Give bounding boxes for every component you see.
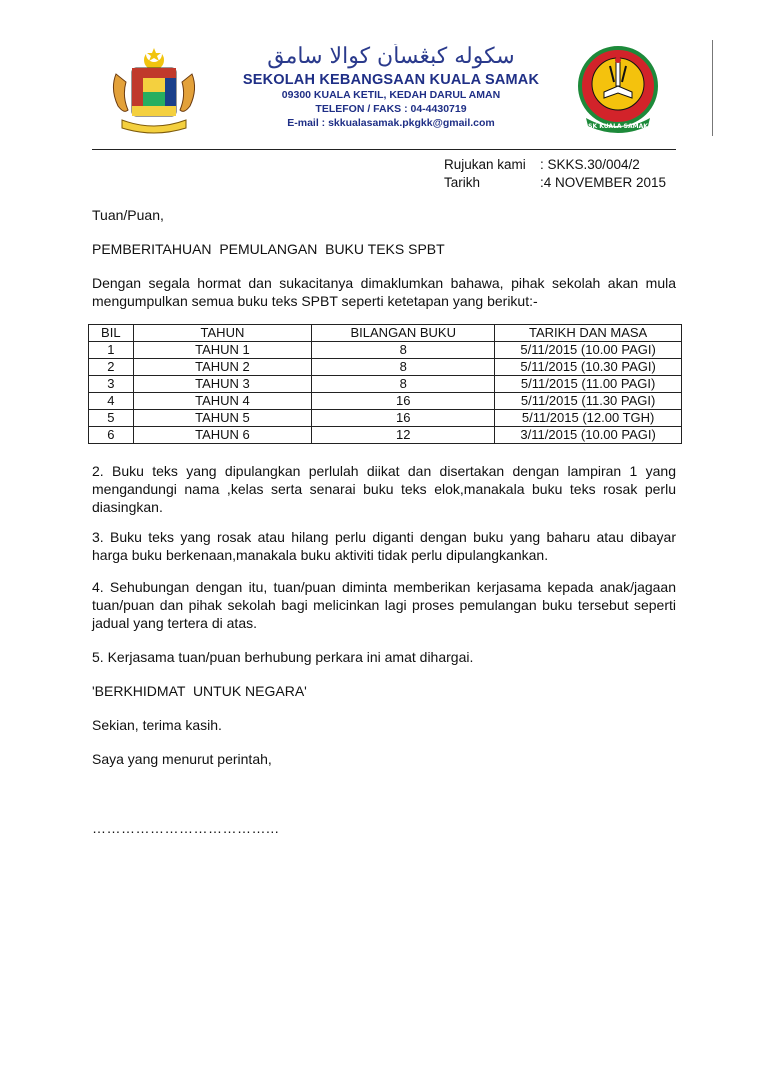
school-email: E-mail : skkualasamak.pkgkk@gmail.com <box>287 117 495 129</box>
table-row <box>89 427 682 444</box>
signature-line: ………………………………... <box>92 820 280 836</box>
page-edge-line <box>712 40 713 136</box>
letterhead-text-block <box>238 44 544 130</box>
table-cell: TAHUN 4 <box>133 393 312 410</box>
coat-of-arms-logo <box>108 44 200 136</box>
table-cell: 5/11/2015 (11.00 PAGI) <box>495 376 682 393</box>
column-header: TAHUN <box>133 325 312 342</box>
table-cell: TAHUN 3 <box>133 376 312 393</box>
table-row <box>89 393 682 410</box>
table-row <box>89 376 682 393</box>
table-cell: 5/11/2015 (10.00 PAGI) <box>495 342 682 359</box>
table-cell: 8 <box>312 376 495 393</box>
closing-line: Sekian, terima kasih. <box>92 717 222 733</box>
date-label: Tarikh <box>444 175 481 190</box>
order-line: Saya yang menurut perintah, <box>92 751 272 767</box>
table-cell: 5/11/2015 (10.30 PAGI) <box>495 359 682 376</box>
school-address: 09300 KUALA KETIL, KEDAH DARUL AMAN <box>281 89 501 101</box>
table-row <box>89 342 682 359</box>
salutation: Tuan/Puan, <box>92 207 164 223</box>
paragraph-3: 3. Buku teks yang rosak atau hilang perlu diganti dengan buku yang baharu atau dibayar harga buku berkenaan,manakala buku aktiviti tidak perlu dipulangkankan. <box>92 529 676 563</box>
letter-subject: PEMBERITAHUAN PEMULANGAN BUKU TEKS SPBT <box>92 241 445 257</box>
table-row <box>89 410 682 427</box>
column-header: TARIKH DAN MASA <box>495 325 682 342</box>
paragraph-2: 2. Buku teks yang dipulangkan perlulah diikat dan disertakan dengan lampiran 1 yang mengandungi nama ,kelas serta senarai buku teks elok,manakala buku teks rosak perlu diasingkan. <box>92 463 676 515</box>
table-cell: 5/11/2015 (11.30 PAGI) <box>495 393 682 410</box>
table-cell: TAHUN 2 <box>133 359 312 376</box>
date-row <box>444 174 666 192</box>
reference-row <box>444 156 666 174</box>
badge-caption: SK KUALA SAMAK <box>588 123 648 130</box>
table-cell: TAHUN 1 <box>133 342 312 359</box>
reference-block <box>444 156 666 192</box>
table-cell: TAHUN 5 <box>133 410 312 427</box>
return-schedule-table <box>88 324 682 444</box>
table-cell: 2 <box>89 359 134 376</box>
table-row <box>89 359 682 376</box>
paragraph-4: 4. Sehubungan dengan itu, tuan/puan diminta memberikan kerjasama kepada anak/jagaan tuan/puan dan pihak sekolah bagi melicinkan lagi proses pemulangan buku tersebut seperti jadual yang tertera di atas. <box>92 579 676 631</box>
table-cell: 8 <box>312 359 495 376</box>
table-cell: 3/11/2015 (10.00 PAGI) <box>495 427 682 444</box>
table-cell: 5/11/2015 (12.00 TGH) <box>495 410 682 427</box>
intro-paragraph: Dengan segala hormat dan sukacitanya dimaklumkan bahawa, pihak sekolah akan mula mengumpulkan semua buku teks SPBT seperti ketetapan yang berikut:- <box>92 275 676 309</box>
table-cell: 12 <box>312 427 495 444</box>
paragraph-5: 5. Kerjasama tuan/puan berhubung perkara ini amat dihargai. <box>92 649 474 665</box>
table-cell: 1 <box>89 342 134 359</box>
school-phone: TELEFON / FAKS : 04-4430719 <box>315 103 467 115</box>
reference-label: Rujukan kami <box>444 157 526 172</box>
jawi-school-name: سكوله كبڠسأن كوالا سامق <box>267 44 515 69</box>
school-badge-logo <box>570 40 666 136</box>
table-cell: 6 <box>89 427 134 444</box>
table-cell: 16 <box>312 410 495 427</box>
date-value: :4 NOVEMBER 2015 <box>540 175 667 190</box>
column-header: BILANGAN BUKU <box>312 325 495 342</box>
reference-value: : SKKS.30/004/2 <box>540 157 640 172</box>
motto: 'BERKHIDMAT UNTUK NEGARA' <box>92 683 307 699</box>
table-header-row <box>89 325 682 342</box>
table-cell: TAHUN 6 <box>133 427 312 444</box>
table-cell: 16 <box>312 393 495 410</box>
school-name: SEKOLAH KEBANGSAAN KUALA SAMAK <box>242 72 540 88</box>
table-cell: 8 <box>312 342 495 359</box>
left-tiger-icon <box>113 74 128 111</box>
column-header: BIL <box>89 325 134 342</box>
table-cell: 4 <box>89 393 134 410</box>
right-tiger-icon <box>180 74 195 111</box>
letterhead-divider <box>92 149 676 150</box>
table-cell: 5 <box>89 410 134 427</box>
table-cell: 3 <box>89 376 134 393</box>
